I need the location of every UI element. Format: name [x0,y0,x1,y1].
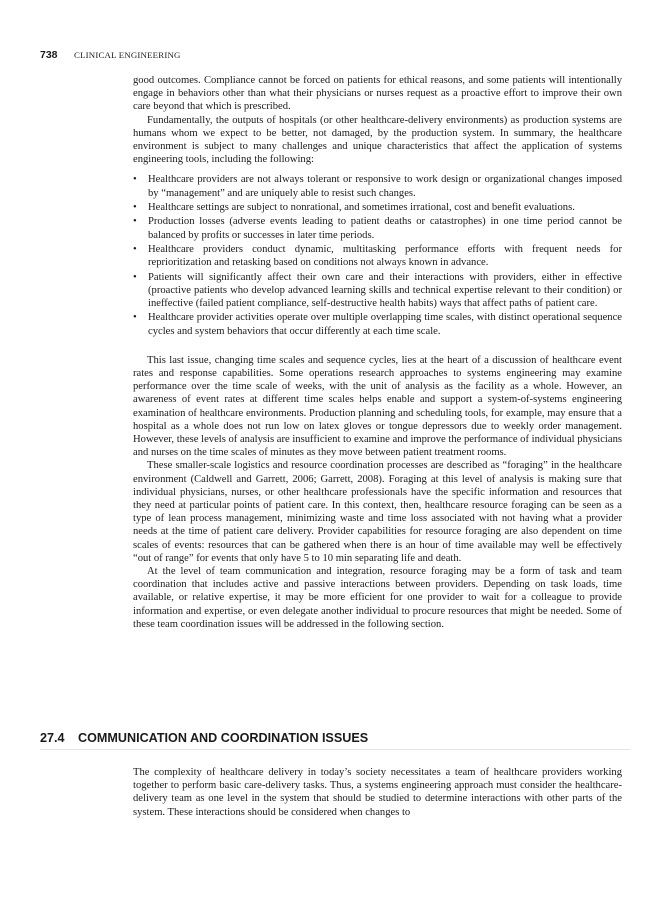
bullet-text: Healthcare provider activities operate over multiple overlapping time scales, with distinct operational sequence cycles and system behaviors that occur differently at each time scale. [148,312,622,337]
paragraph: The complexity of healthcare delivery in today’s society necessitates a team of healthcare providers working together to perform basic care-delivery tasks. Thus, a systems engineering approach must consider the healthcare-delivery team as one level in the system that should be studied to determine interactions with other parts of the system. These interactions should be considered when changes to [133,767,622,818]
bullet-text: Healthcare providers conduct dynamic, multitasking performance efforts with frequent needs for reprioritization and retasking based on conditions not always known in advance. [148,244,622,269]
section-title: COMMUNICATION AND COORDINATION ISSUES [78,731,369,745]
paragraph: At the level of team communication and integration, resource foraging may be a form of task and team coordination that includes active and passive interactions between providers. Depending on task loads, time available, or relative expertise, it may be more efficient for one provider to wait for a colleague to provide information and expertise, or even delegate another individual to procure resources that might be needed. Some of these team coordination issues will be addressed in the following section. [133,566,622,630]
bullet-item [133,201,622,214]
section-heading [40,731,630,750]
page-number: 738 [40,49,58,61]
bullet-item [133,173,622,199]
page-header [40,49,630,62]
bullet-icon: • [133,174,137,186]
paragraph: This last issue, changing time scales and sequence cycles, lies at the heart of a discussion of healthcare event rates and response capabilities. Some operations research approaches to systems engineering may examine performance over the time scale of weeks, with the unit of analysis as the facility as a whole. However, an awareness of event rates at different time scales helps enable and support a system-of-systems engineering examination of healthcare environments. Production planning and scheduling tools, for example, may ensure that a hospital as a whole does not run low on latex gloves or tongue depressors due to weekly order management. However, these levels of analysis are insufficient to examine and improve the performance of individual physicians and nurses on the time scales of minutes as they move between patient treatment rooms. [133,354,622,459]
bullet-icon: • [133,271,137,283]
bullet-icon: • [133,216,137,228]
bullet-item [133,311,622,337]
bullet-icon: • [133,244,137,255]
paragraph: Fundamentally, the outputs of hospitals (or other healthcare-delivery environments) as production systems are humans whom we expect to be better, not damaged, by the production system. In summary, the healthcare environment is subject to many challenges and unique characteristics that affect the application of systems engineering tools, including the following: [133,114,622,166]
paragraph: These smaller-scale logistics and resource coordination processes are described as “foraging” in the healthcare environment (Caldwell and Garrett, 2006; Garrett, 2008). Foraging at this level of analysis is making sure that individual physicians, nurses, or other healthcare professionals have the specific information and resources that they need at particular points of patient care. In this context, then, healthcare resource foraging can be seen as a type of lean process management, minimizing waste and time loss associated with not having what a provider needs at the time of patient care delivery. Provider capabilities for resource foraging are also dependent on time scales of events: resources that can be gathered when there is an hour of time available may well be effectively “out of range” for events that only have 5 to 10 min separating life and death. [133,460,622,564]
bullet-text: Production losses (adverse events leading to patient deaths or catastrophes) in one time period cannot be balanced by profits or successes in later time periods. [148,216,622,241]
body-text [133,74,622,631]
bullet-item [133,271,622,311]
bullet-icon: • [133,202,137,214]
bullet-text: Healthcare settings are subject to nonrational, and sometimes irrational, cost and benefit evaluations. [148,202,575,214]
paragraph: good outcomes. Compliance cannot be forced on patients for ethical reasons, and some patients will intentionally engage in behaviors other than what their physicians or nurses request as a proactive effort to improve their own care beyond that which is prescribed. [133,75,622,113]
bullet-item [133,243,622,269]
running-head: CLINICAL ENGINEERING [74,50,181,60]
bullet-list [133,173,622,337]
section-number: 27.4 [40,731,65,745]
spacer [133,345,622,354]
bullet-text: Patients will significantly affect their own care and their interactions with providers, either in effective (proactive patients who develop advanced learning skills and technical expertise relevant to their condition) or ineffective (failed patient compliance, self-destructive health habits) ways that affect paths of patient care. [148,271,622,309]
bullet-icon: • [133,312,137,324]
bullet-item [133,215,622,241]
bullet-text: Healthcare providers are not always tolerant or responsive to work design or organizational changes imposed by “management” and are uniquely able to resist such changes. [148,174,622,199]
section-body [133,766,622,819]
